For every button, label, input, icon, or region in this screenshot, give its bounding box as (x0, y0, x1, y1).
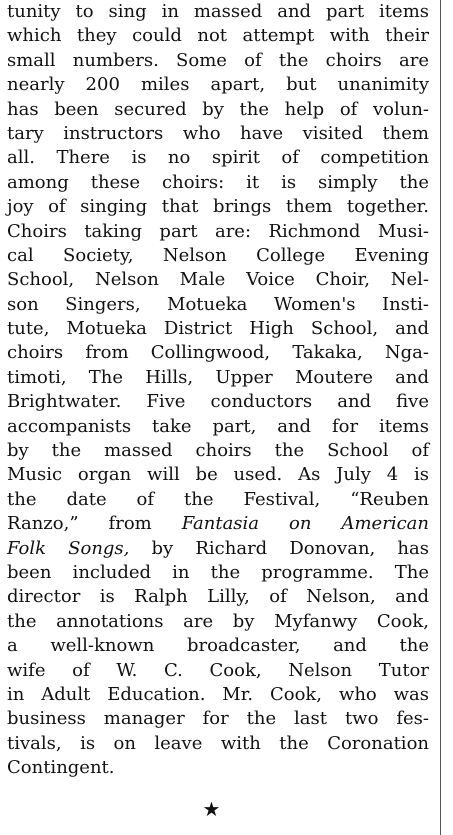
article-line-15: choirs from Collingwood, Takaka, Nga- (7, 342, 429, 364)
article-line-4: nearly 200 miles apart, but unanimity (7, 74, 429, 96)
article-line-27: a well-known broadcaster, and the (7, 635, 429, 657)
article-line-31: tivals, is on leave with the Coronation (7, 732, 429, 754)
article-line-3: small numbers. Some of the choirs are (7, 49, 429, 71)
article-line-6: tary instructors who have visited them (7, 122, 429, 144)
article-line-28: wife of W. C. Cook, Nelson Tutor (7, 659, 429, 681)
article-line-19: by the massed choirs the School of (7, 440, 429, 462)
article-line-11: cal Society, Nelson College Evening (7, 244, 429, 266)
article-line-8: among these choirs: it is simply the (7, 171, 429, 193)
article-column (7, 0, 429, 781)
article-line-1: tunity to sing in massed and part items (7, 1, 429, 22)
article-line-32: Contingent. (7, 757, 115, 779)
article-line-9: joy of singing that brings them together. (7, 196, 429, 218)
article-line-13: son Singers, Motueka Women's Insti- (7, 293, 429, 315)
article-line-12: School, Nelson Male Voice Choir, Nel- (7, 269, 429, 291)
article-line-29: in Adult Education. Mr. Cook, who was (7, 683, 429, 705)
article-line-22 (7, 512, 429, 536)
article-line-26: the annotations are by Myfanwy Cook, (7, 610, 429, 632)
article-line-14: tute, Motueka District High School, and (7, 318, 429, 340)
article-line-18: accompanists take part, and for items (7, 415, 429, 437)
article-line-22-italic: Fantasia on American (181, 513, 429, 535)
article-line-22-text: Ranzo,” from (7, 513, 152, 535)
article-line-5: has been secured by the help of volun- (7, 98, 429, 120)
article-line-16: timoti, The Hills, Upper Moutere and (7, 366, 429, 388)
article-line-25: director is Ralph Lilly, of Nelson, and (7, 586, 429, 608)
article-line-30: business manager for the last two fes- (7, 708, 429, 730)
article-line-24: been included in the programme. The (7, 561, 429, 583)
star-icon: ★ (202, 797, 221, 821)
article-line-7: all. There is no spirit of competition (7, 147, 429, 169)
article-line-17: Brightwater. Five conductors and five (7, 391, 429, 413)
article-line-21: the date of the Festival, “Reuben (7, 488, 429, 510)
article-line-23-text: by Richard Donovan, has (151, 537, 429, 559)
article-line-2: which they could not attempt with their (7, 25, 429, 47)
article-line-10: Choirs taking part are: Richmond Musi- (7, 220, 429, 242)
article-line-20: Music organ will be used. As July 4 is (7, 464, 429, 486)
article-line-23-italic: Folk Songs, (7, 537, 130, 559)
column-divider (440, 0, 441, 835)
article-line-23 (7, 537, 429, 561)
